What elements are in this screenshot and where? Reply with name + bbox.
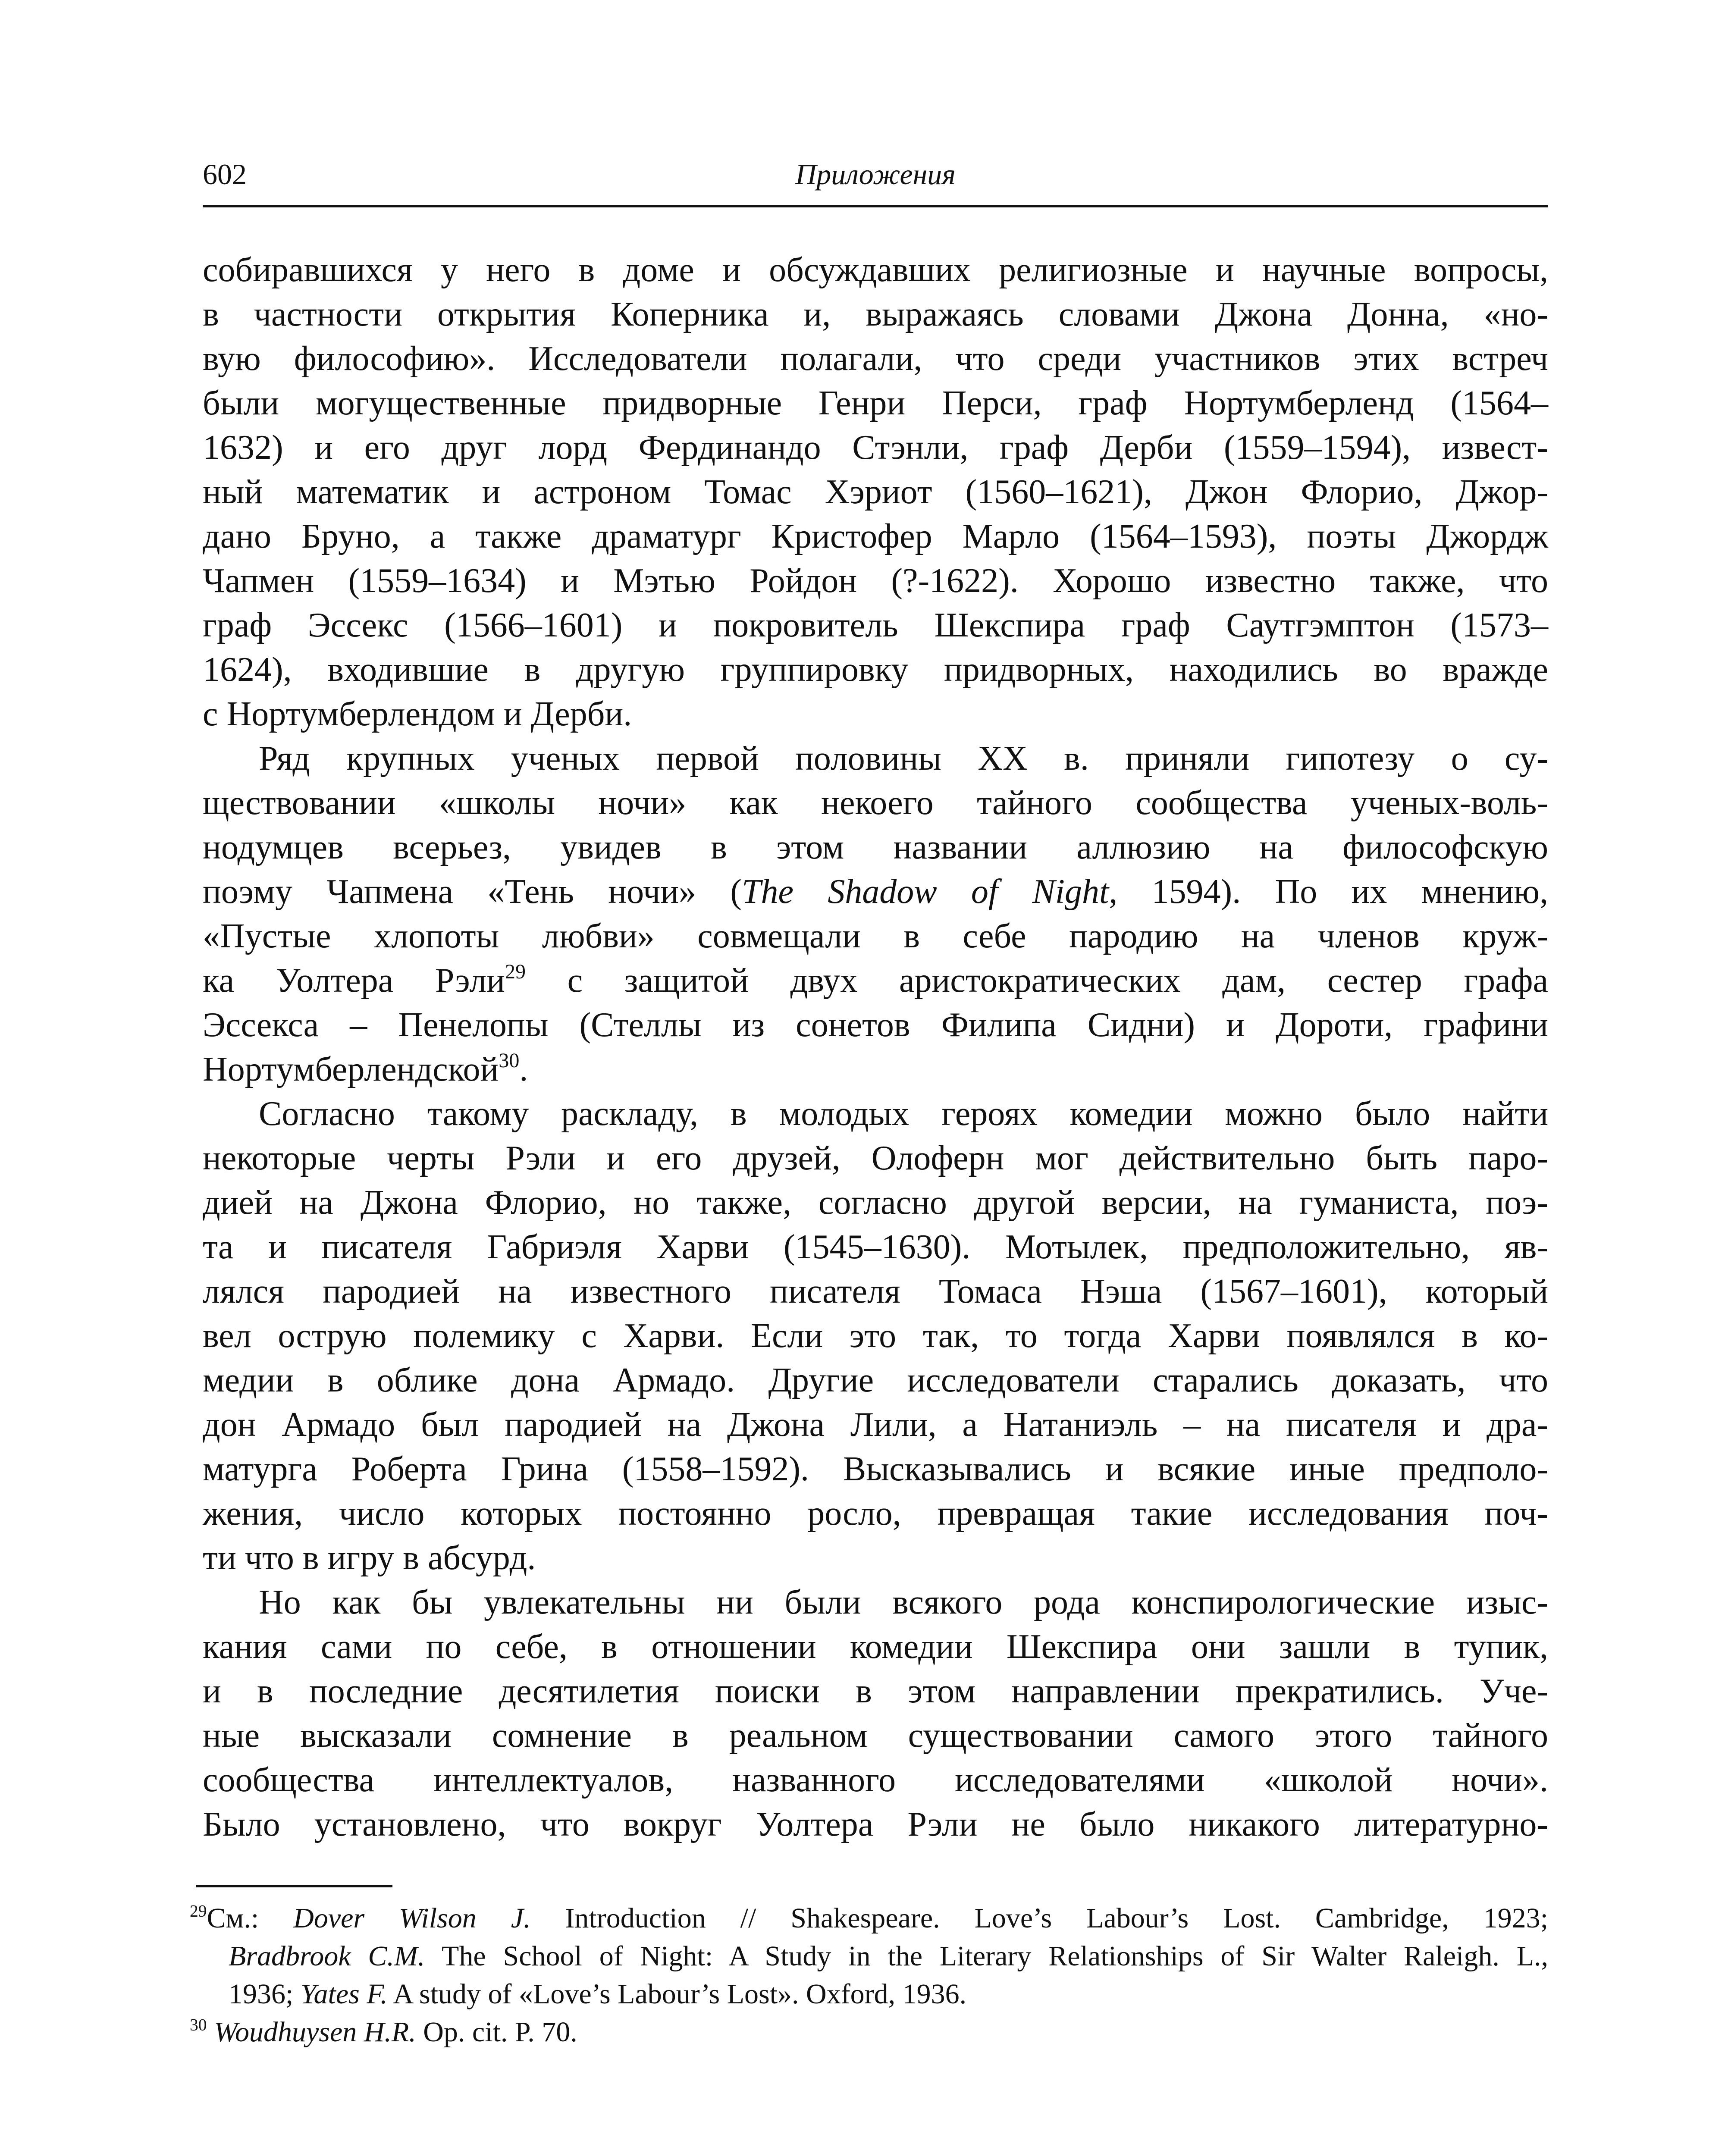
text-line: ный математик и астроном Томас Хэриот (1560–1621), Джон Флорио, Джор- — [203, 473, 1548, 511]
text-line: кания сами по себе, в отношении комедии Шекспира они зашли в тупик, — [203, 1628, 1548, 1666]
text-line: дано Бруно, а также драматург Кристофер Марло (1564–1593), поэты Джордж — [203, 517, 1548, 555]
footnote-ref: 29 — [505, 960, 526, 983]
text-line: 1624), входившие в другую группировку придворных, находились во вражде — [203, 651, 1548, 689]
text-line: ти что в игру в абсурд. — [203, 1539, 536, 1577]
text-line: вел острую полемику с Харви. Если это так, то тогда Харви появлялся в ко- — [203, 1317, 1548, 1355]
footnote-number: 30 — [190, 2015, 207, 2034]
text-line: нодумцев всерьез, увидев в этом названии аллюзию на философскую — [203, 828, 1548, 866]
text-line — [203, 870, 1548, 914]
footnote-30 — [190, 2013, 1548, 2051]
text-line: Было установлено, что вокруг Уолтера Рэли не было никакого литературно- — [203, 1805, 1548, 1843]
footnote-text: Op. cit. P. 70. — [416, 2016, 577, 2048]
text-line: Чапмен (1559–1634) и Мэтью Ройдон (?-1622). Хорошо известно также, что — [203, 562, 1548, 600]
page-number: 602 — [203, 158, 247, 191]
footnote-number: 29 — [190, 1901, 207, 1921]
line-text: , 1594). По их мнению, — [1109, 873, 1548, 911]
text-line: с Нортумберлендом и Дерби. — [203, 695, 632, 733]
footnote-text: The School of Night: A Study in the Literary Relationships of Sir Walter Raleigh. L., — [425, 1940, 1549, 1972]
line-text: Нортумберлендской — [203, 1050, 499, 1088]
text-line: та и писателя Габриэля Харви (1545–1630). Мотылек, предположительно, яв- — [203, 1228, 1548, 1266]
text-line: ные высказали сомнение в реальном существовании самого этого тайного — [203, 1717, 1548, 1755]
text-line: дон Армадо был пародией на Джона Лили, а Натаниэль – на писателя и дра- — [203, 1406, 1548, 1444]
footnote-text: 1936; — [229, 1978, 301, 2010]
text-line: граф Эссекс (1566–1601) и покровитель Шекспира граф Саутгэмптон (1573– — [203, 606, 1548, 644]
footnote-author: Yates F. — [300, 1978, 388, 2010]
text-line: Согласно такому раскладу, в молодых героях комедии можно было найти — [259, 1095, 1548, 1133]
text-line: «Пустые хлопоты любви» совмещали в себе пародию на членов круж- — [203, 917, 1548, 955]
text-line: матурга Роберта Грина (1558–1592). Высказывались и всякие иные предполо- — [203, 1450, 1548, 1488]
text-line: дией на Джона Флорио, но также, согласно другой версии, на гуманиста, поэ- — [203, 1184, 1548, 1222]
text-line: Ряд крупных ученых первой половины XX в. приняли гипотезу о су- — [259, 740, 1548, 777]
footnote-author: Woudhuysen H.R. — [214, 2016, 416, 2048]
running-head — [203, 153, 1548, 207]
text-line: медии в облике дона Армадо. Другие исследователи старались доказать, что — [203, 1361, 1548, 1399]
text-line: сообщества интеллектуалов, названного исследователями «школой ночи». — [203, 1761, 1548, 1799]
line-text: . — [519, 1050, 528, 1088]
text-line: лялся пародией на известного писателя Томаса Нэша (1567–1601), который — [203, 1272, 1548, 1310]
line-text: с защитой двух аристократических дам, сестер графа — [525, 962, 1549, 1000]
body-text — [203, 248, 1548, 1847]
text-line: Эссекса – Пенелопы (Стеллы из сонетов Филипа Сидни) и Дороти, графини — [203, 1006, 1548, 1044]
footnote-text: Introduction // Shakespeare. Love’s Labour’s Lost. Cambridge, 1923; — [530, 1902, 1548, 1934]
line-text: поэму Чапмена «Тень ночи» ( — [203, 873, 742, 911]
footnote-text: A study of «Love’s Labour’s Lost». Oxford, 1936. — [387, 1978, 967, 2010]
section-title: Приложения — [795, 158, 956, 191]
text-line: Но как бы увлекательны ни были всякого рода конспирологические изыс- — [259, 1583, 1548, 1621]
text-line: были могущественные придворные Генри Перси, граф Нортумберленд (1564– — [203, 384, 1548, 422]
text-line: вую философию». Исследователи полагали, что среди участников этих встреч — [203, 340, 1548, 378]
footnote-text: См.: — [207, 1902, 294, 1934]
text-line: 1632) и его друг лорд Фердинандо Стэнли, граф Дерби (1559–1594), извест- — [203, 429, 1548, 467]
line-text: ка Уолтера Рэли — [203, 962, 505, 1000]
text-line: жения, число которых постоянно росло, превращая такие исследования поч- — [203, 1495, 1548, 1532]
footnote-29-continued — [190, 1937, 1548, 1975]
footnote-author: Bradbrook C.M. — [229, 1940, 425, 1972]
work-title: The Shadow of Night — [741, 873, 1109, 911]
footnote-29-continued — [190, 1975, 1548, 2013]
footnotes — [190, 1899, 1548, 2051]
text-line: собиравшихся у него в доме и обсуждавших религиозные и научные вопросы, — [203, 251, 1548, 289]
text-line: некоторые черты Рэли и его друзей, Олоферн мог действительно быть паро- — [203, 1139, 1548, 1177]
text-line: в частности открытия Коперника и, выражаясь словами Джона Донна, «но- — [203, 295, 1548, 333]
text-line — [203, 959, 1548, 1003]
footnote-author: Dover Wilson J. — [293, 1902, 531, 1934]
footnote-29 — [190, 1899, 1548, 1937]
text-line — [203, 1047, 1548, 1092]
footnote-ref: 30 — [499, 1049, 520, 1072]
text-line: и в последние десятилетия поиски в этом направлении прекратились. Уче- — [203, 1672, 1548, 1710]
text-line: ществовании «школы ночи» как некоего тайного сообщества ученых-воль- — [203, 784, 1548, 822]
footnote-divider — [196, 1885, 392, 1887]
